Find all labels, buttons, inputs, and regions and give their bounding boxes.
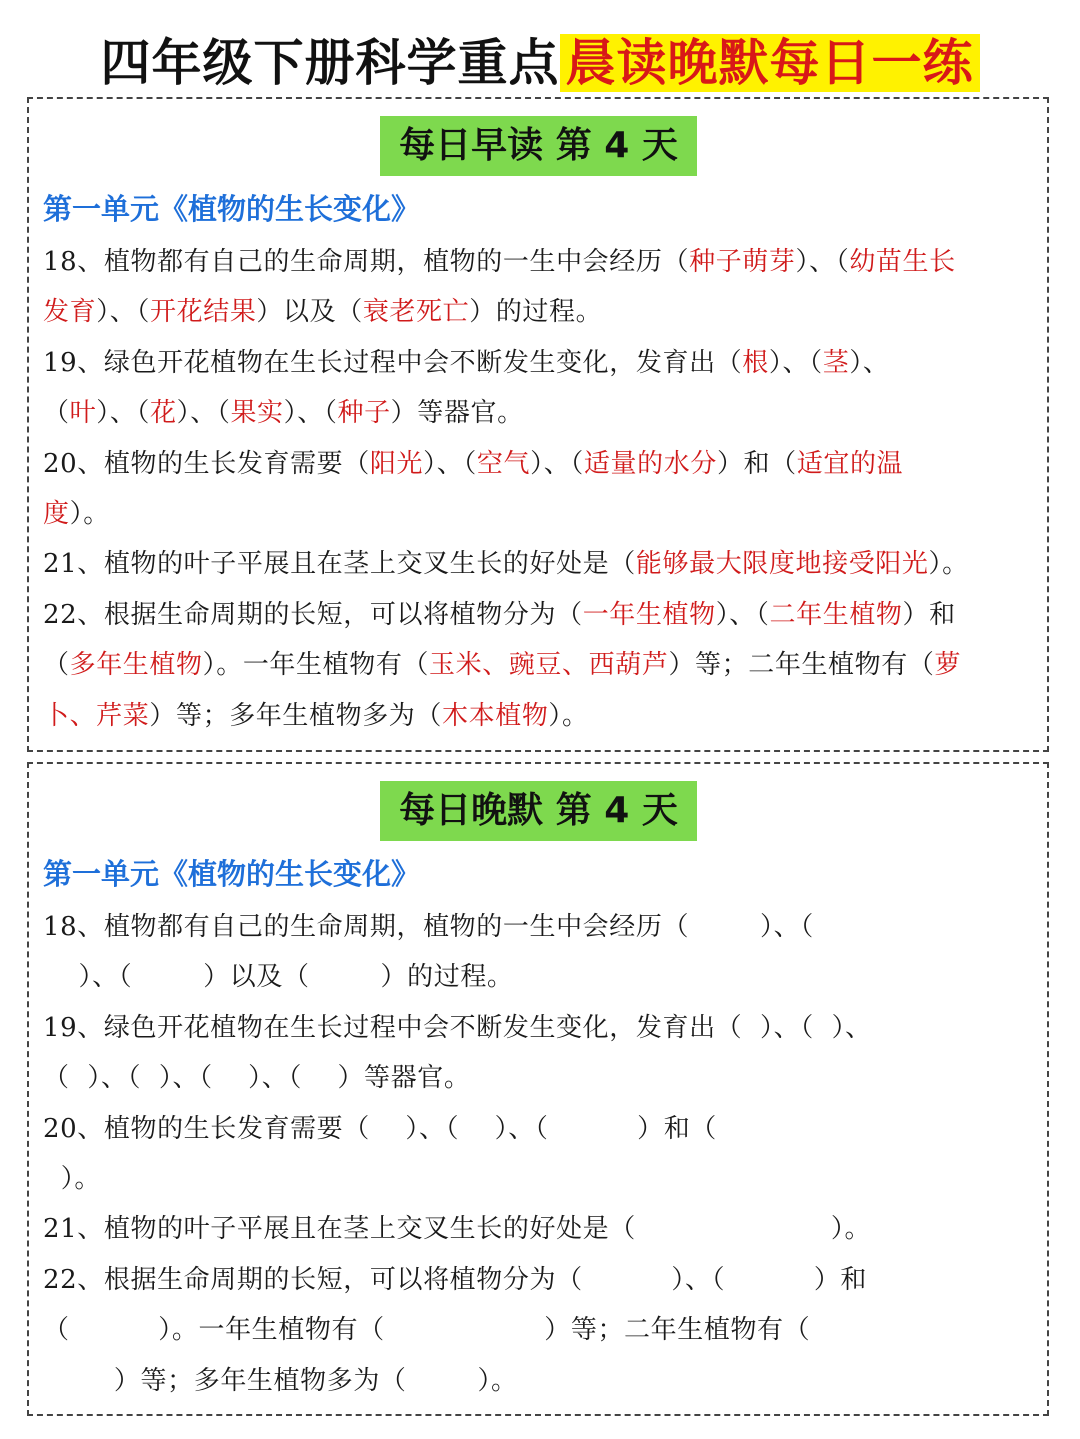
question-text: ）。一年生植物有（ [158, 1315, 385, 1346]
morning-text-line [43, 439, 1043, 489]
question-text: 20、植物的生长发育需要（ [43, 1113, 370, 1144]
question-text: ）、（ [158, 1063, 213, 1094]
question-text: ）等；二年生植物有（ [668, 650, 935, 681]
morning-text-line [43, 539, 1043, 589]
question-text: ）。 [60, 1163, 101, 1194]
question-text: ）等器官。 [390, 398, 524, 429]
answer-blank [742, 1013, 760, 1043]
morning-text-line [43, 640, 1043, 690]
answer-blank [302, 1063, 337, 1093]
question-text: 19、绿色开花植物在生长过程中会不断发生变化，发育出（ [43, 1012, 743, 1043]
question-text: 19、绿色开花植物在生长过程中会不断发生变化，发育出（ [43, 347, 743, 378]
question-text: ）、（ [78, 962, 133, 993]
question-text: ）。 [830, 1214, 872, 1245]
page-title [0, 28, 1080, 98]
question-text: ）、（ [423, 448, 477, 479]
morning-day-badge: 每日早读 第 4 天 [380, 116, 697, 176]
answer-text: 衰老死亡 [362, 297, 470, 328]
evening-text-line [43, 1356, 1043, 1406]
question-text: ）以及（ [256, 297, 363, 328]
answer-text: 空气 [476, 448, 531, 479]
question-text: 21、植物的叶子平展且在茎上交叉生长的好处是（ [43, 1214, 636, 1245]
answer-blank [310, 962, 381, 992]
answer-blank [689, 912, 760, 942]
answer-blank [132, 962, 203, 992]
question-text: 20、植物的生长发育需要（ [43, 448, 370, 479]
question-text: ）、（ [405, 1113, 460, 1144]
morning-unit-heading: 第一单元《植物的生长变化》 [43, 192, 421, 226]
question-text: ）、（ [715, 599, 770, 630]
question-text: ）以及（ [203, 962, 310, 993]
question-text: ）、（ [760, 912, 814, 942]
answer-text: 度 [43, 498, 70, 529]
question-text: ）的过程。 [380, 962, 514, 993]
answer-text: 发育 [43, 297, 97, 328]
answer-text: 果实 [230, 398, 284, 429]
answer-text: 叶 [69, 398, 97, 429]
question-text: ）、（ [494, 1113, 549, 1144]
question-text: ）、（ [760, 1012, 814, 1043]
evening-text-line [43, 902, 1043, 952]
answer-blank [70, 1315, 159, 1345]
answer-blank [385, 1315, 545, 1345]
question-text: ）、（ [768, 347, 823, 378]
answer-text: 二年生植物 [769, 599, 903, 630]
answer-blank [43, 1366, 114, 1396]
question-text: ）和（ [716, 448, 797, 479]
morning-reading-section [27, 97, 1049, 752]
answer-text: 一年生植物 [582, 599, 716, 630]
answer-text: 种子萌芽 [689, 247, 796, 277]
morning-text-line [43, 691, 1043, 741]
question-text: ）和 [813, 1264, 868, 1295]
evening-text-line [43, 1053, 1043, 1103]
question-text: ）、（ [87, 1063, 142, 1094]
morning-text-block [43, 237, 1043, 741]
question-text: ）和（ [637, 1113, 717, 1144]
evening-unit-heading: 第一单元《植物的生长变化》 [43, 857, 421, 891]
page-title-main: 四年级下册科学重点 [100, 34, 560, 92]
question-text: ）等；多年生植物多为（ [113, 1365, 407, 1396]
answer-blank [636, 1214, 831, 1244]
evening-day-badge: 每日晚默 第 4 天 [380, 781, 697, 841]
question-text: ）。 [477, 1365, 518, 1396]
answer-text: 适量的水分 [583, 448, 717, 479]
question-text: ）、（ [248, 1063, 302, 1094]
question-text: 22、根据生命周期的长短，可以将植物分为（ [43, 1264, 583, 1295]
answer-blank [213, 1063, 248, 1093]
question-text: ）的过程。 [469, 297, 603, 328]
evening-text-line [43, 952, 1043, 1002]
question-text: ）等；多年生植物多为（ [149, 700, 443, 731]
question-text: ）。 [548, 700, 589, 731]
question-text: ）。 [928, 549, 969, 580]
morning-text-line [43, 338, 1043, 388]
morning-text-line [43, 388, 1043, 438]
question-text: 18、植物都有自己的生命周期，植物的一生中会经历（ [43, 912, 690, 942]
answer-blank [43, 962, 78, 992]
answer-text: 茎 [822, 347, 850, 378]
morning-text-line [43, 489, 1043, 539]
answer-blank [548, 1114, 637, 1144]
question-text: 21、植物的叶子平展且在茎上交叉生长的好处是（ [43, 549, 636, 580]
answer-text: 玉米、豌豆、西葫芦 [429, 650, 669, 681]
answer-blank [407, 1366, 478, 1396]
answer-blank [43, 1164, 61, 1194]
evening-text-block [43, 902, 1043, 1406]
question-text: （ [43, 1315, 70, 1346]
answer-text: 根 [742, 347, 769, 378]
question-text: ）、（ [176, 398, 231, 429]
question-text: 18、植物都有自己的生命周期，植物的一生中会经历（ [43, 247, 690, 277]
answer-blank [814, 1013, 832, 1043]
question-text: ）、（ [795, 247, 850, 277]
answer-text: 适宜的温 [796, 448, 904, 479]
answer-text: 花 [150, 398, 177, 429]
question-text: 22、根据生命周期的长短，可以将植物分为（ [43, 599, 583, 630]
morning-text-line [43, 237, 1043, 287]
question-text: ）、（ [530, 448, 584, 479]
answer-blank [725, 1265, 814, 1295]
evening-text-line [43, 1154, 1043, 1204]
evening-text-line [43, 1104, 1043, 1154]
answer-text: 卜、芹菜 [43, 700, 150, 731]
evening-text-line [43, 1255, 1043, 1305]
page-title-highlight: 晨读晚默每日一练 [560, 34, 980, 92]
answer-blank [141, 1063, 159, 1093]
question-text: ）、 [831, 1012, 872, 1043]
question-text: （ [43, 1063, 70, 1094]
question-text: （ [43, 650, 70, 681]
question-text: ）。 [69, 498, 110, 529]
evening-text-line [43, 1204, 1043, 1254]
question-text: ）等；二年生植物有（ [544, 1315, 811, 1346]
answer-blank [583, 1265, 672, 1295]
answer-text: 种子 [337, 398, 391, 429]
question-text: （ [43, 398, 70, 429]
morning-text-line [43, 287, 1043, 337]
answer-blank [459, 1114, 494, 1144]
answer-text: 幼苗生长 [849, 247, 956, 277]
question-text: ）、（ [96, 297, 151, 328]
morning-text-line [43, 590, 1043, 640]
evening-dictation-section [27, 762, 1049, 1416]
answer-text: 木本植物 [442, 700, 549, 731]
question-text: ）、 [849, 347, 890, 378]
answer-text: 萝 [934, 650, 962, 681]
answer-text: 阳光 [369, 448, 424, 479]
question-text: ）。一年生植物有（ [202, 650, 430, 681]
question-text: ）和 [902, 599, 956, 630]
question-text: ）、（ [283, 398, 338, 429]
question-text: ）等器官。 [337, 1063, 471, 1094]
answer-text: 能够最大限度地接受阳光 [635, 549, 929, 580]
evening-text-line [43, 1003, 1043, 1053]
question-text: ）、（ [96, 398, 151, 429]
evening-text-line [43, 1305, 1043, 1355]
answer-text: 多年生植物 [69, 650, 203, 681]
answer-blank [370, 1114, 405, 1144]
answer-text: 开花结果 [150, 297, 257, 328]
answer-blank [70, 1063, 88, 1093]
question-text: ）、（ [671, 1264, 726, 1295]
